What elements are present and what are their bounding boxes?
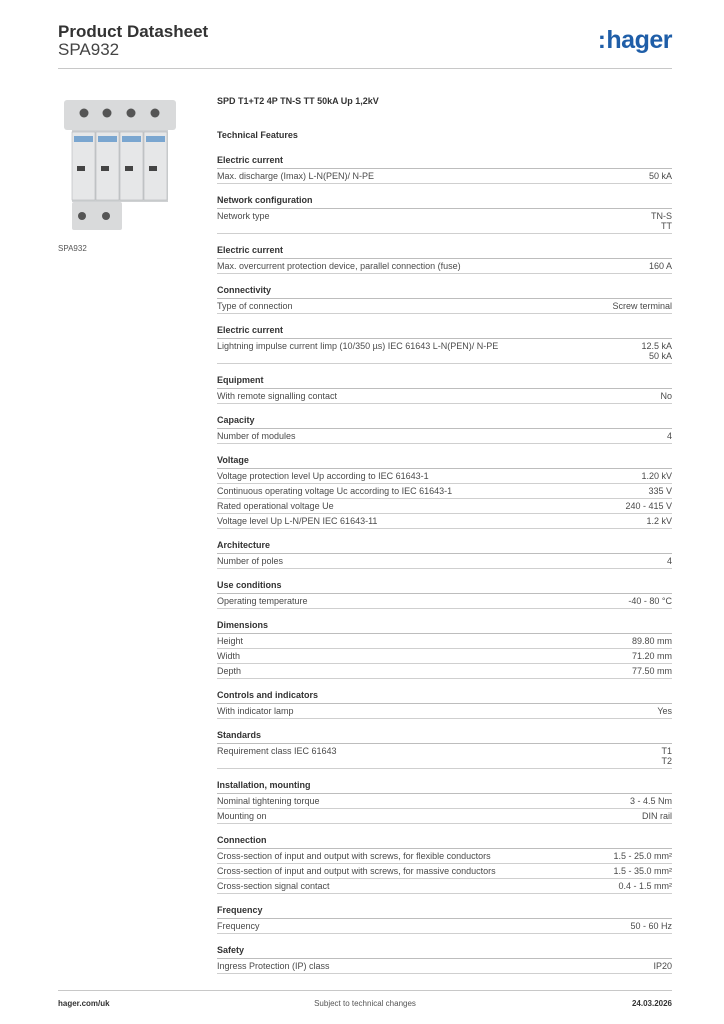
feature-row: [217, 919, 672, 934]
feature-value-line: 0.4 - 1.5 mm²: [618, 881, 672, 891]
feature-value-line: No: [660, 391, 672, 401]
feature-row: [217, 169, 672, 184]
feature-section: [217, 375, 672, 404]
feature-label: Operating temperature: [217, 596, 308, 606]
feature-section: [217, 195, 672, 234]
section-title: Capacity: [217, 415, 672, 429]
feature-label: Continuous operating voltage Uc according to IEC 61643-1: [217, 486, 453, 496]
feature-value-line: 1.5 - 25.0 mm²: [613, 851, 672, 861]
feature-value: [646, 516, 672, 526]
feature-value: [653, 961, 672, 971]
feature-label: Max. discharge (Imax) L-N(PEN)/ N-PE: [217, 171, 375, 181]
feature-value: [642, 811, 672, 821]
feature-value-line: 4: [666, 431, 672, 441]
feature-value-line: TT: [661, 221, 672, 231]
feature-value: [657, 706, 672, 716]
section-title: Equipment: [217, 375, 672, 389]
feature-value-line: 71.20 mm: [631, 651, 672, 661]
section-title: Electric current: [217, 155, 672, 169]
feature-label: Cross-section of input and output with screws, for massive conductors: [217, 866, 496, 876]
feature-value-line: 160 A: [648, 261, 672, 271]
feature-row: [217, 339, 672, 364]
feature-row: [217, 849, 672, 864]
feature-row: [217, 864, 672, 879]
feature-section: [217, 835, 672, 894]
feature-label: Cross-section of input and output with screws, for flexible conductors: [217, 851, 491, 861]
feature-value: [641, 471, 672, 481]
feature-value-line: Screw terminal: [612, 301, 672, 311]
feature-value-line: 1.20 kV: [641, 471, 672, 481]
section-title: Use conditions: [217, 580, 672, 594]
feature-section: [217, 730, 672, 769]
section-title: Connectivity: [217, 285, 672, 299]
feature-row: [217, 879, 672, 894]
feature-label: Frequency: [217, 921, 260, 931]
logo-text: hager: [606, 26, 672, 54]
feature-row: [217, 499, 672, 514]
feature-value-line: 50 kA: [648, 171, 672, 181]
feature-row: [217, 514, 672, 529]
page-footer: [58, 990, 672, 1015]
feature-row: [217, 259, 672, 274]
page-header: [58, 22, 672, 69]
feature-row: [217, 429, 672, 444]
feature-label: Voltage level Up L-N/PEN IEC 61643-11: [217, 516, 378, 526]
feature-section: [217, 415, 672, 444]
feature-value-line: -40 - 80 °C: [628, 596, 672, 606]
footer-date: 24.03.2026: [631, 999, 672, 1008]
feature-section: [217, 285, 672, 314]
page-title: Product Datasheet: [58, 22, 209, 41]
feature-value-line: 50 - 60 Hz: [630, 921, 672, 931]
feature-section: [217, 245, 672, 274]
section-title: Network configuration: [217, 195, 672, 209]
section-title: Architecture: [217, 540, 672, 554]
logo-dots-icon: :: [597, 27, 606, 54]
feature-value: [651, 211, 672, 231]
feature-value: [641, 341, 672, 361]
section-title: Electric current: [217, 245, 672, 259]
feature-sections: [217, 155, 672, 974]
feature-label: With indicator lamp: [217, 706, 294, 716]
footer-website: hager.com/uk: [58, 999, 110, 1008]
footer-notice: Subject to technical changes: [314, 999, 416, 1008]
feature-row: [217, 209, 672, 234]
feature-row: [217, 634, 672, 649]
feature-value-line: T2: [661, 756, 672, 766]
features-heading: Technical Features: [217, 130, 298, 140]
feature-label: Depth: [217, 666, 242, 676]
feature-value-line: 50 kA: [648, 351, 672, 361]
feature-value: [625, 501, 672, 511]
technical-content: [217, 96, 672, 974]
feature-row: [217, 389, 672, 404]
section-title: Standards: [217, 730, 672, 744]
feature-value-line: 77.50 mm: [631, 666, 672, 676]
feature-row: [217, 704, 672, 719]
feature-value-line: 3 - 4.5 Nm: [629, 796, 672, 806]
feature-label: Ingress Protection (IP) class: [217, 961, 330, 971]
feature-row: [217, 299, 672, 314]
feature-label: Height: [217, 636, 244, 646]
feature-value: [649, 171, 672, 181]
feature-value-line: 89.80 mm: [631, 636, 672, 646]
feature-section: [217, 155, 672, 184]
feature-value: [628, 596, 672, 606]
feature-value: [612, 301, 672, 311]
feature-row: [217, 744, 672, 769]
feature-row: [217, 649, 672, 664]
product-title: SPD T1+T2 4P TN-S TT 50kA Up 1,2kV: [217, 96, 379, 106]
feature-section: [217, 580, 672, 609]
feature-section: [217, 325, 672, 364]
feature-section: [217, 540, 672, 569]
feature-row: [217, 469, 672, 484]
feature-row: [217, 554, 672, 569]
feature-value: [613, 851, 672, 861]
section-title: Voltage: [217, 455, 672, 469]
feature-label: Mounting on: [217, 811, 267, 821]
section-title: Installation, mounting: [217, 780, 672, 794]
feature-label: Voltage protection level Up according to IEC 61643-1: [217, 471, 429, 481]
feature-label: Max. overcurrent protection device, parallel connection (fuse): [217, 261, 461, 271]
feature-row: [217, 664, 672, 679]
feature-value: [613, 866, 672, 876]
feature-value: [667, 556, 672, 566]
feature-value-line: TN-S: [651, 211, 672, 221]
feature-label: Nominal tightening torque: [217, 796, 320, 806]
feature-value: [632, 666, 672, 676]
product-image: [58, 94, 204, 236]
feature-label: Rated operational voltage Ue: [217, 501, 334, 511]
feature-value-line: 4: [666, 556, 672, 566]
feature-value: [661, 746, 672, 766]
section-title: Controls and indicators: [217, 690, 672, 704]
feature-label: Width: [217, 651, 241, 661]
feature-label: Number of modules: [217, 431, 296, 441]
feature-row: [217, 809, 672, 824]
feature-value: [648, 486, 672, 496]
feature-row: [217, 484, 672, 499]
hager-logo: [598, 26, 672, 55]
section-title: Safety: [217, 945, 672, 959]
section-title: Electric current: [217, 325, 672, 339]
feature-section: [217, 690, 672, 719]
section-title: Frequency: [217, 905, 672, 919]
feature-value-line: DIN rail: [641, 811, 672, 821]
feature-section: [217, 945, 672, 974]
feature-section: [217, 780, 672, 824]
feature-section: [217, 905, 672, 934]
feature-value-line: 335 V: [648, 486, 672, 496]
feature-value: [632, 636, 672, 646]
feature-row: [217, 594, 672, 609]
feature-value: [630, 921, 672, 931]
feature-row: [217, 959, 672, 974]
feature-value-line: 1.2 kV: [646, 516, 672, 526]
feature-label: Network type: [217, 211, 270, 221]
feature-value-line: Yes: [657, 706, 672, 716]
feature-value-line: 240 - 415 V: [625, 501, 672, 511]
feature-value-line: 1.5 - 35.0 mm²: [613, 866, 672, 876]
surge-protector-illustration: [58, 94, 204, 236]
feature-section: [217, 455, 672, 529]
product-code: SPA932: [58, 40, 120, 59]
feature-row: [217, 794, 672, 809]
feature-value-line: T1: [661, 746, 672, 756]
feature-value: [630, 796, 672, 806]
image-caption: SPA932: [58, 244, 87, 253]
feature-section: [217, 620, 672, 679]
feature-label: With remote signalling contact: [217, 391, 338, 401]
section-title: Connection: [217, 835, 672, 849]
feature-value: [660, 391, 672, 401]
feature-value: [667, 431, 672, 441]
feature-label: Lightning impulse current Iimp (10/350 µs) IEC 61643 L-N(PEN)/ N-PE: [217, 341, 499, 351]
section-title: Dimensions: [217, 620, 672, 634]
feature-label: Cross-section signal contact: [217, 881, 330, 891]
feature-value-line: 12.5 kA: [641, 341, 672, 351]
feature-label: Number of poles: [217, 556, 284, 566]
feature-label: Type of connection: [217, 301, 293, 311]
feature-value: [649, 261, 672, 271]
feature-value: [618, 881, 672, 891]
feature-value: [632, 651, 672, 661]
feature-label: Requirement class IEC 61643: [217, 746, 337, 756]
feature-value-line: IP20: [653, 961, 672, 971]
